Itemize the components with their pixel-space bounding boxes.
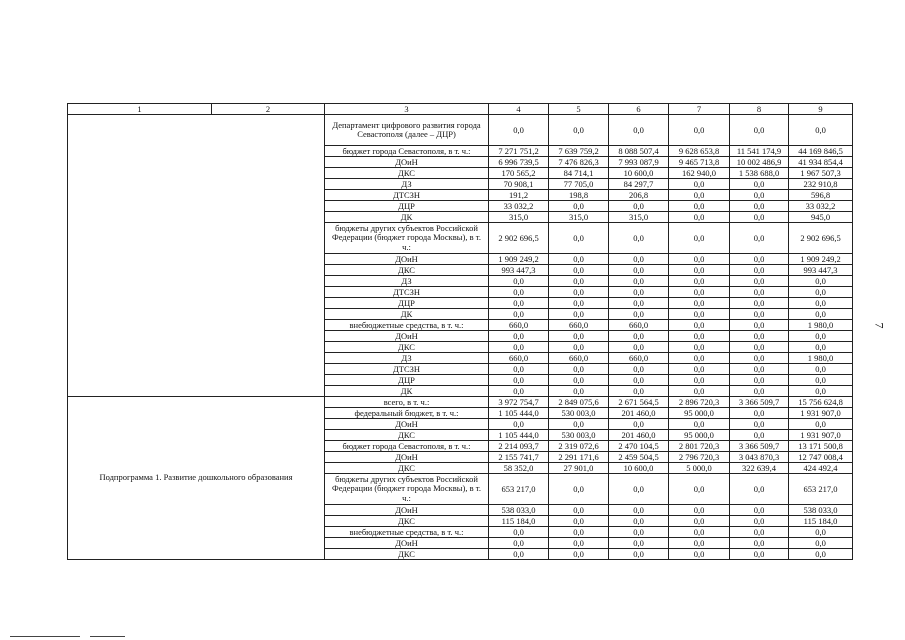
value-cell: 538 033,0 — [489, 505, 549, 516]
value-cell: 0,0 — [549, 265, 609, 276]
value-cell: 11 541 174,9 — [730, 146, 789, 157]
value-cell: 0,0 — [730, 353, 789, 364]
value-cell: 10 600,0 — [609, 168, 669, 179]
value-cell: 1 967 507,3 — [789, 168, 853, 179]
header-cell: 3 — [325, 104, 489, 115]
source-label-cell: ДЦР — [325, 201, 489, 212]
source-label-cell: ДЦР — [325, 375, 489, 386]
value-cell: 0,0 — [789, 527, 853, 538]
value-cell: 0,0 — [789, 538, 853, 549]
value-cell: 2 902 696,5 — [489, 223, 549, 254]
page-number: 7 — [872, 322, 887, 329]
value-cell: 0,0 — [549, 549, 609, 560]
value-cell: 0,0 — [489, 375, 549, 386]
value-cell: 0,0 — [609, 386, 669, 397]
source-label-cell: федеральный бюджет, в т. ч.: — [325, 408, 489, 419]
value-cell: 660,0 — [549, 353, 609, 364]
value-cell: 0,0 — [549, 287, 609, 298]
program-name-cell: Подпрограмма 1. Развитие дошкольного образования — [68, 397, 325, 560]
value-cell: 0,0 — [730, 505, 789, 516]
value-cell: 8 088 507,4 — [609, 146, 669, 157]
value-cell: 41 934 854,4 — [789, 157, 853, 168]
value-cell: 0,0 — [609, 549, 669, 560]
value-cell: 0,0 — [549, 419, 609, 430]
value-cell: 0,0 — [609, 298, 669, 309]
source-label-cell: внебюджетные средства, в т. ч.: — [325, 320, 489, 331]
header-cell: 4 — [489, 104, 549, 115]
value-cell: 1 909 249,2 — [789, 254, 853, 265]
value-cell: 1 980,0 — [789, 353, 853, 364]
value-cell: 7 639 759,2 — [549, 146, 609, 157]
source-label-cell: ДОиН — [325, 331, 489, 342]
value-cell: 1 105 444,0 — [489, 408, 549, 419]
value-cell: 0,0 — [609, 419, 669, 430]
value-cell: 2 849 075,6 — [549, 397, 609, 408]
source-label-cell: ДКС — [325, 168, 489, 179]
value-cell: 5 000,0 — [669, 463, 730, 474]
source-label-cell: ДКС — [325, 342, 489, 353]
value-cell: 1 980,0 — [789, 320, 853, 331]
value-cell: 0,0 — [730, 419, 789, 430]
value-cell: 0,0 — [489, 287, 549, 298]
value-cell: 0,0 — [489, 527, 549, 538]
value-cell: 2 214 093,7 — [489, 441, 549, 452]
value-cell: 0,0 — [669, 212, 730, 223]
value-cell: 3 043 870,3 — [730, 452, 789, 463]
value-cell: 0,0 — [549, 331, 609, 342]
value-cell: 0,0 — [730, 201, 789, 212]
value-cell: 0,0 — [730, 179, 789, 190]
value-cell: 315,0 — [489, 212, 549, 223]
value-cell: 0,0 — [669, 179, 730, 190]
value-cell: 596,8 — [789, 190, 853, 201]
value-cell: 0,0 — [549, 375, 609, 386]
value-cell: 0,0 — [609, 474, 669, 505]
value-cell: 322 639,4 — [730, 463, 789, 474]
value-cell: 0,0 — [789, 342, 853, 353]
value-cell: 0,0 — [669, 309, 730, 320]
value-cell: 0,0 — [669, 386, 730, 397]
value-cell: 660,0 — [609, 353, 669, 364]
source-label-cell: бюджет города Севастополя, в т. ч.: — [325, 441, 489, 452]
value-cell: 1 105 444,0 — [489, 430, 549, 441]
value-cell: 0,0 — [730, 190, 789, 201]
source-label-cell: ДЦР — [325, 298, 489, 309]
value-cell: 0,0 — [789, 276, 853, 287]
header-cell: 5 — [549, 104, 609, 115]
value-cell: 7 993 087,9 — [609, 157, 669, 168]
value-cell: 0,0 — [669, 190, 730, 201]
value-cell: 3 972 754,7 — [489, 397, 549, 408]
value-cell: 9 465 713,8 — [669, 157, 730, 168]
value-cell: 0,0 — [609, 505, 669, 516]
value-cell: 0,0 — [489, 298, 549, 309]
value-cell: 0,0 — [789, 419, 853, 430]
source-label-cell: ДОиН — [325, 538, 489, 549]
value-cell: 0,0 — [669, 298, 730, 309]
header-cell: 7 — [669, 104, 730, 115]
value-cell: 2 470 104,5 — [609, 441, 669, 452]
header-cell: 9 — [789, 104, 853, 115]
value-cell: 0,0 — [669, 353, 730, 364]
source-label-cell: ДТСЗН — [325, 190, 489, 201]
value-cell: 2 801 720,3 — [669, 441, 730, 452]
value-cell: 0,0 — [730, 408, 789, 419]
value-cell: 10 002 486,9 — [730, 157, 789, 168]
source-label-cell: ДОиН — [325, 254, 489, 265]
value-cell: 0,0 — [609, 331, 669, 342]
table-row — [68, 397, 853, 408]
value-cell: 0,0 — [730, 276, 789, 287]
value-cell: 0,0 — [489, 115, 549, 146]
value-cell: 993 447,3 — [489, 265, 549, 276]
footer-rule — [90, 636, 125, 637]
value-cell: 198,8 — [549, 190, 609, 201]
value-cell: 530 003,0 — [549, 430, 609, 441]
value-cell: 2 155 741,7 — [489, 452, 549, 463]
value-cell: 0,0 — [609, 364, 669, 375]
value-cell: 201 460,0 — [609, 408, 669, 419]
value-cell: 0,0 — [730, 320, 789, 331]
value-cell: 1 538 688,0 — [730, 168, 789, 179]
value-cell: 27 901,0 — [549, 463, 609, 474]
value-cell: 1 931 907,0 — [789, 408, 853, 419]
value-cell: 538 033,0 — [789, 505, 853, 516]
source-label-cell: ДКС — [325, 516, 489, 527]
value-cell: 0,0 — [789, 115, 853, 146]
value-cell: 95 000,0 — [669, 430, 730, 441]
value-cell: 33 032,2 — [489, 201, 549, 212]
source-label-cell: ДКС — [325, 463, 489, 474]
value-cell: 0,0 — [789, 364, 853, 375]
value-cell: 0,0 — [489, 342, 549, 353]
value-cell: 0,0 — [730, 474, 789, 505]
value-cell: 0,0 — [549, 115, 609, 146]
budget-table — [67, 103, 853, 560]
value-cell: 0,0 — [669, 320, 730, 331]
value-cell: 0,0 — [549, 538, 609, 549]
source-label-cell: ДКС — [325, 430, 489, 441]
header-cell: 2 — [212, 104, 325, 115]
value-cell: 0,0 — [669, 265, 730, 276]
value-cell: 0,0 — [730, 265, 789, 276]
value-cell: 0,0 — [489, 364, 549, 375]
value-cell: 0,0 — [489, 309, 549, 320]
value-cell: 0,0 — [730, 516, 789, 527]
source-label-cell: всего, в т. ч.: — [325, 397, 489, 408]
program-name-cell — [68, 115, 325, 397]
value-cell: 653 217,0 — [489, 474, 549, 505]
value-cell: 0,0 — [609, 375, 669, 386]
value-cell: 15 756 624,8 — [789, 397, 853, 408]
value-cell: 0,0 — [669, 223, 730, 254]
source-label-cell: ДЗ — [325, 276, 489, 287]
value-cell: 945,0 — [789, 212, 853, 223]
value-cell: 84 297,7 — [609, 179, 669, 190]
header-row — [68, 104, 853, 115]
value-cell: 58 352,0 — [489, 463, 549, 474]
value-cell: 0,0 — [669, 538, 730, 549]
value-cell: 95 000,0 — [669, 408, 730, 419]
value-cell: 0,0 — [489, 276, 549, 287]
value-cell: 1 909 249,2 — [489, 254, 549, 265]
source-label-cell: ДЗ — [325, 353, 489, 364]
value-cell: 0,0 — [489, 419, 549, 430]
value-cell: 0,0 — [669, 201, 730, 212]
value-cell: 0,0 — [730, 549, 789, 560]
value-cell: 2 671 564,5 — [609, 397, 669, 408]
value-cell: 0,0 — [549, 364, 609, 375]
header-cell: 1 — [68, 104, 212, 115]
value-cell: 0,0 — [669, 254, 730, 265]
value-cell: 0,0 — [669, 375, 730, 386]
value-cell: 660,0 — [549, 320, 609, 331]
value-cell: 0,0 — [730, 375, 789, 386]
value-cell: 77 705,0 — [549, 179, 609, 190]
value-cell: 0,0 — [789, 287, 853, 298]
value-cell: 201 460,0 — [609, 430, 669, 441]
value-cell: 44 169 846,5 — [789, 146, 853, 157]
value-cell: 2 319 072,6 — [549, 441, 609, 452]
value-cell: 0,0 — [730, 223, 789, 254]
value-cell: 660,0 — [489, 320, 549, 331]
value-cell: 0,0 — [609, 115, 669, 146]
value-cell: 0,0 — [549, 505, 609, 516]
value-cell: 0,0 — [549, 223, 609, 254]
value-cell: 7 271 751,2 — [489, 146, 549, 157]
value-cell: 0,0 — [669, 287, 730, 298]
value-cell: 0,0 — [609, 223, 669, 254]
source-label-cell: бюджеты других субъектов Российской Федерации (бюджет города Москвы), в т. ч.: — [325, 223, 489, 254]
value-cell: 2 459 504,5 — [609, 452, 669, 463]
value-cell: 0,0 — [549, 298, 609, 309]
source-label-cell: ДОиН — [325, 157, 489, 168]
value-cell: 0,0 — [669, 516, 730, 527]
value-cell: 315,0 — [549, 212, 609, 223]
source-label-cell: бюджеты других субъектов Российской Федерации (бюджет города Москвы), в т. ч.: — [325, 474, 489, 505]
value-cell: 0,0 — [549, 342, 609, 353]
value-cell: 84 714,1 — [549, 168, 609, 179]
value-cell: 0,0 — [549, 474, 609, 505]
value-cell: 0,0 — [549, 527, 609, 538]
value-cell: 1 931 907,0 — [789, 430, 853, 441]
value-cell: 0,0 — [789, 375, 853, 386]
value-cell: 70 908,1 — [489, 179, 549, 190]
value-cell: 0,0 — [789, 386, 853, 397]
value-cell: 0,0 — [730, 115, 789, 146]
value-cell: 33 032,2 — [789, 201, 853, 212]
source-label-cell: внебюджетные средства, в т. ч.: — [325, 527, 489, 538]
source-label-cell: ДТСЗН — [325, 364, 489, 375]
value-cell: 191,2 — [489, 190, 549, 201]
value-cell: 0,0 — [609, 276, 669, 287]
value-cell: 0,0 — [669, 364, 730, 375]
source-label-cell: Департамент цифрового развития города Севастополя (далее – ДЦР) — [325, 115, 489, 146]
value-cell: 10 600,0 — [609, 463, 669, 474]
value-cell: 232 910,8 — [789, 179, 853, 190]
value-cell: 0,0 — [789, 298, 853, 309]
value-cell: 170 565,2 — [489, 168, 549, 179]
value-cell: 0,0 — [669, 331, 730, 342]
value-cell: 0,0 — [489, 538, 549, 549]
value-cell: 0,0 — [669, 115, 730, 146]
value-cell: 0,0 — [730, 309, 789, 320]
source-label-cell: ДКС — [325, 265, 489, 276]
source-label-cell: ДК — [325, 386, 489, 397]
value-cell: 530 003,0 — [549, 408, 609, 419]
value-cell: 0,0 — [789, 309, 853, 320]
value-cell: 0,0 — [609, 201, 669, 212]
value-cell: 0,0 — [549, 276, 609, 287]
header-cell: 8 — [730, 104, 789, 115]
value-cell: 3 366 509,7 — [730, 441, 789, 452]
value-cell: 115 184,0 — [489, 516, 549, 527]
value-cell: 12 747 008,4 — [789, 452, 853, 463]
value-cell: 0,0 — [609, 254, 669, 265]
value-cell: 660,0 — [489, 353, 549, 364]
value-cell: 0,0 — [669, 505, 730, 516]
value-cell: 0,0 — [609, 527, 669, 538]
value-cell: 2 291 171,6 — [549, 452, 609, 463]
value-cell: 3 366 509,7 — [730, 397, 789, 408]
source-label-cell: ДОиН — [325, 452, 489, 463]
value-cell: 0,0 — [669, 527, 730, 538]
value-cell: 0,0 — [609, 342, 669, 353]
value-cell: 0,0 — [549, 516, 609, 527]
value-cell: 0,0 — [549, 201, 609, 212]
value-cell: 0,0 — [730, 298, 789, 309]
value-cell: 0,0 — [549, 254, 609, 265]
source-label-cell: ДК — [325, 309, 489, 320]
value-cell: 7 476 826,3 — [549, 157, 609, 168]
value-cell: 315,0 — [609, 212, 669, 223]
value-cell: 0,0 — [549, 309, 609, 320]
value-cell: 0,0 — [730, 331, 789, 342]
value-cell: 424 492,4 — [789, 463, 853, 474]
value-cell: 0,0 — [609, 309, 669, 320]
value-cell: 0,0 — [609, 265, 669, 276]
value-cell: 13 171 500,8 — [789, 441, 853, 452]
value-cell: 0,0 — [669, 419, 730, 430]
value-cell: 0,0 — [489, 549, 549, 560]
value-cell: 0,0 — [789, 331, 853, 342]
header-cell: 6 — [609, 104, 669, 115]
value-cell: 162 940,0 — [669, 168, 730, 179]
value-cell: 0,0 — [730, 430, 789, 441]
value-cell: 0,0 — [489, 331, 549, 342]
value-cell: 0,0 — [669, 342, 730, 353]
source-label-cell: ДОиН — [325, 505, 489, 516]
value-cell: 0,0 — [730, 287, 789, 298]
value-cell: 6 996 739,5 — [489, 157, 549, 168]
value-cell: 0,0 — [730, 386, 789, 397]
source-label-cell: ДОиН — [325, 419, 489, 430]
value-cell: 0,0 — [730, 254, 789, 265]
value-cell: 0,0 — [549, 386, 609, 397]
value-cell: 0,0 — [609, 516, 669, 527]
value-cell: 0,0 — [489, 386, 549, 397]
value-cell: 0,0 — [669, 549, 730, 560]
value-cell: 2 896 720,3 — [669, 397, 730, 408]
value-cell: 0,0 — [609, 538, 669, 549]
value-cell: 0,0 — [609, 287, 669, 298]
value-cell: 653 217,0 — [789, 474, 853, 505]
value-cell: 0,0 — [669, 276, 730, 287]
value-cell: 660,0 — [609, 320, 669, 331]
source-label-cell: ДКС — [325, 549, 489, 560]
value-cell: 0,0 — [730, 212, 789, 223]
value-cell: 115 184,0 — [789, 516, 853, 527]
source-label-cell: бюджет города Севастополя, в т. ч.: — [325, 146, 489, 157]
value-cell: 0,0 — [789, 549, 853, 560]
value-cell: 0,0 — [669, 474, 730, 505]
value-cell: 2 902 696,5 — [789, 223, 853, 254]
value-cell: 0,0 — [730, 527, 789, 538]
value-cell: 993 447,3 — [789, 265, 853, 276]
source-label-cell: ДК — [325, 212, 489, 223]
value-cell: 0,0 — [730, 342, 789, 353]
table-row — [68, 115, 853, 146]
value-cell: 0,0 — [730, 538, 789, 549]
source-label-cell: ДТСЗН — [325, 287, 489, 298]
value-cell: 0,0 — [730, 364, 789, 375]
footer-rule — [10, 636, 80, 637]
value-cell: 206,8 — [609, 190, 669, 201]
value-cell: 9 628 653,8 — [669, 146, 730, 157]
value-cell: 2 796 720,3 — [669, 452, 730, 463]
source-label-cell: ДЗ — [325, 179, 489, 190]
table-body — [68, 104, 853, 560]
